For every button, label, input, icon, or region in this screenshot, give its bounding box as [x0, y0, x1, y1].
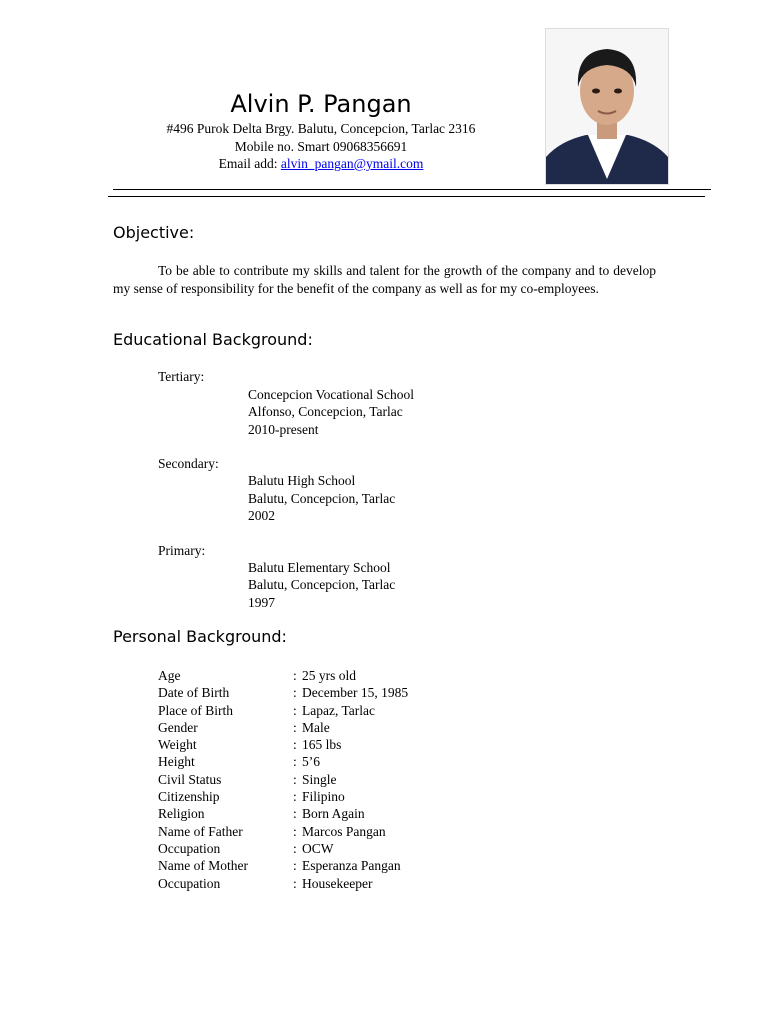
- personal-row-value: 165 lbs: [302, 737, 342, 753]
- tertiary-school: Concepcion Vocational School: [248, 387, 414, 402]
- personal-row: [158, 702, 408, 719]
- personal-row-separator: :: [293, 806, 297, 822]
- mobile-line: Mobile no. Smart 09068356691: [234, 138, 408, 154]
- tertiary-label: Tertiary:: [158, 369, 205, 384]
- personal-row-label: Date of Birth: [158, 685, 230, 701]
- personal-row-separator: :: [293, 771, 297, 787]
- personal-row: [158, 771, 408, 788]
- header-divider-top: [113, 189, 711, 190]
- personal-row-separator: :: [293, 858, 297, 874]
- personal-row-label: Occupation: [158, 875, 221, 891]
- personal-row-label: Occupation: [158, 840, 221, 856]
- tertiary-year: 2010-present: [248, 422, 319, 437]
- personal-row-label: Gender: [158, 719, 198, 735]
- personal-row: [158, 667, 408, 684]
- personal-row: [158, 684, 408, 701]
- personal-row-value: Single: [302, 771, 337, 787]
- tertiary-location: Alfonso, Concepcion, Tarlac: [248, 404, 403, 419]
- personal-row-label: Citizenship: [158, 789, 220, 805]
- personal-row: [158, 875, 408, 892]
- address-line: #496 Purok Delta Brgy. Balutu, Concepcion, Tarlac 2316: [166, 121, 476, 136]
- personal-row-label: Religion: [158, 806, 205, 822]
- personal-row-value: Housekeeper: [302, 875, 373, 891]
- personal-row-separator: :: [293, 737, 297, 753]
- personal-row-separator: :: [293, 754, 297, 770]
- personal-row-label: Height: [158, 754, 195, 770]
- personal-row-label: Civil Status: [158, 771, 222, 787]
- applicant-name: Alvin P. Pangan: [230, 90, 412, 118]
- personal-row-separator: :: [293, 875, 297, 891]
- personal-row: [158, 823, 408, 840]
- personal-row: [158, 736, 408, 753]
- header-divider-bottom: [108, 196, 705, 197]
- personal-row-separator: :: [293, 668, 297, 683]
- personal-row-label: Name of Mother: [158, 858, 248, 874]
- personal-row-value: Born Again: [302, 806, 365, 822]
- secondary-school: Balutu High School: [248, 473, 356, 488]
- primary-location: Balutu, Concepcion, Tarlac: [248, 577, 396, 592]
- secondary-year: 2002: [248, 508, 275, 523]
- education-heading: Educational Background:: [113, 330, 313, 349]
- personal-row-label: Name of Father: [158, 823, 243, 839]
- personal-details-list: [158, 667, 408, 892]
- personal-row-separator: :: [293, 685, 297, 701]
- personal-row: [158, 840, 408, 857]
- objective-text: To be able to contribute my skills and talent for the growth of the company and to develop my sense of responsibility for the benefit of the company as well as for my co-employees.: [113, 263, 656, 296]
- email-line: [140, 155, 502, 173]
- personal-row-separator: :: [293, 719, 297, 735]
- objective-heading: Objective:: [113, 223, 195, 242]
- personal-row-value: Esperanza Pangan: [302, 858, 401, 874]
- portrait-illustration: [546, 29, 668, 184]
- personal-row-label: Place of Birth: [158, 702, 233, 718]
- personal-row: [158, 719, 408, 736]
- personal-row-value: Male: [302, 719, 330, 735]
- personal-row-label: Weight: [158, 737, 197, 753]
- applicant-photo: [545, 28, 669, 185]
- secondary-location: Balutu, Concepcion, Tarlac: [248, 491, 396, 506]
- personal-row-separator: :: [293, 789, 297, 805]
- personal-heading: Personal Background:: [113, 627, 287, 646]
- personal-row-separator: :: [293, 823, 297, 839]
- personal-row: [158, 805, 408, 822]
- resume-header: [140, 88, 502, 173]
- personal-row: [158, 753, 408, 770]
- personal-row-value: December 15, 1985: [302, 685, 409, 701]
- primary-label: Primary:: [158, 543, 206, 558]
- personal-row-separator: :: [293, 840, 297, 856]
- personal-row-value: Lapaz, Tarlac: [302, 702, 376, 718]
- personal-row-value: OCW: [302, 840, 334, 856]
- personal-row-value: Marcos Pangan: [302, 823, 386, 839]
- secondary-label: Secondary:: [158, 456, 219, 471]
- personal-row-separator: :: [293, 702, 297, 718]
- personal-row: [158, 857, 408, 874]
- primary-year: 1997: [248, 595, 275, 610]
- personal-row-label: Age: [158, 668, 181, 683]
- personal-row-value: 5’6: [302, 754, 320, 770]
- personal-row: [158, 788, 408, 805]
- email-link[interactable]: alvin_pangan@ymail.com: [280, 156, 424, 171]
- personal-row-value: Filipino: [302, 789, 345, 805]
- email-label: Email add:: [218, 156, 281, 171]
- personal-row-value: 25 yrs old: [302, 668, 356, 683]
- primary-school: Balutu Elementary School: [248, 560, 391, 575]
